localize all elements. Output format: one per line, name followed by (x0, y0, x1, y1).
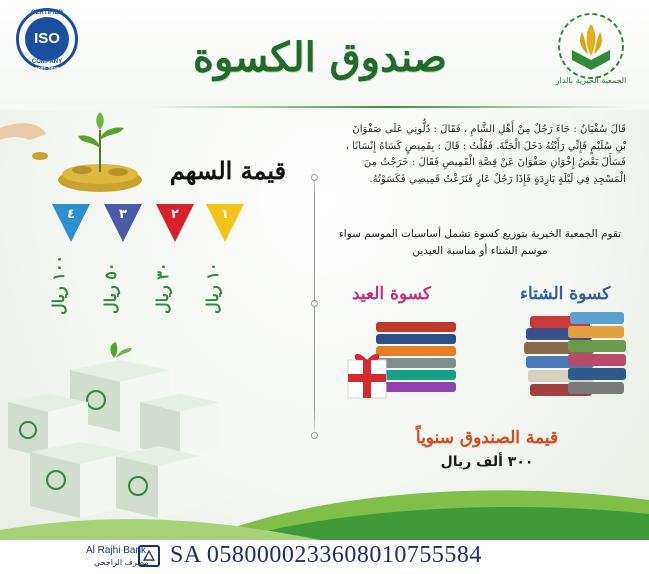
organization-logo-icon (552, 10, 630, 86)
coins-plant-illustration-icon (0, 100, 150, 200)
organization-name: الجمعية الخيرية بالدار (555, 76, 627, 85)
fund-description: تقوم الجمعية الخيرية بتوزيع كسوة تشمل أساسيات الموسم سواء موسم الشتاء أو مناسبة العيدين (338, 228, 622, 257)
hadith-text: قَالَ سُفْيَانُ : جَاءَ رَجُلٌ مِنْ أَهْلِ الشَّامِ ، فَقَالَ : دُلُّونِي عَلَى صَفْوَانَ بْنِ سُلَيْمٍ فَإِنِّي رَأَيْتُهُ دَخَلَ الْجَنَّةَ. فَقُلْتُ : قَالَ : بِقَمِيصٍ كَسَاهُ إِنْسَانًا ، فَسَأَلَ بَعْضُ إِخْوَانِ صَفْوَانَ عَنْ قِصَّةِ الْقَمِيصِ فَقَالَ : خَرَجْتُ مِنَ الْمَسْجِدِ فِي لَيْلَةٍ بَارِدَةٍ فَإِذَا رَجُلٌ عَارٍ فَنَزَعْتُ قَمِيصِي فَكَسَوْتُهُ. (345, 124, 626, 185)
page-title: صندوق الكسوة (192, 34, 447, 81)
annual-fund-title: قيمة الصندوق سنوياً (415, 428, 559, 448)
share-value-title: قيمة السهم (169, 156, 287, 185)
decorative-swoosh (0, 470, 649, 540)
iso-company-text: COMPANY (31, 59, 63, 65)
annual-fund-value: ٣٠٠ ألف ريال (440, 454, 534, 470)
iso-label: ISO (34, 30, 60, 47)
iso-standard: 9001:2015 (35, 67, 59, 73)
winter-clothes-stack-icon (510, 306, 630, 406)
divider-dot (311, 300, 318, 307)
iban-number[interactable]: SA 0580000233608010755584 (170, 542, 482, 568)
bank-name: Al Rajhi Bank (86, 545, 147, 556)
share-tier-2-number: ٢ (171, 207, 179, 222)
share-tier-3-number: ٣ (119, 207, 127, 222)
iso-certified-text: CERTIFIED (31, 10, 63, 16)
share-tier-1-number: ١ (221, 207, 229, 222)
bank-logo-icon (138, 545, 160, 567)
share-tier-4-price: ١٠٠ ريال (49, 254, 68, 316)
eid-clothing-label: كسوة العيد (352, 284, 432, 304)
divider-dot (311, 432, 318, 439)
header-divider (150, 106, 630, 108)
share-tier-2-price: ٣٠ ريال (153, 262, 172, 314)
share-tier-4-number: ٤ (67, 207, 75, 222)
share-tier-3-price: ٥٠ ريال (101, 262, 120, 314)
share-tier-1-price: ١٠ ريال (203, 262, 222, 314)
eid-clothes-gift-icon (346, 310, 464, 406)
winter-clothing-label: كسوة الشتاء (520, 284, 611, 304)
divider-dot (311, 174, 318, 181)
bank-name-arabic: مصرف الراجحي (94, 558, 149, 567)
iso-badge (16, 8, 78, 73)
